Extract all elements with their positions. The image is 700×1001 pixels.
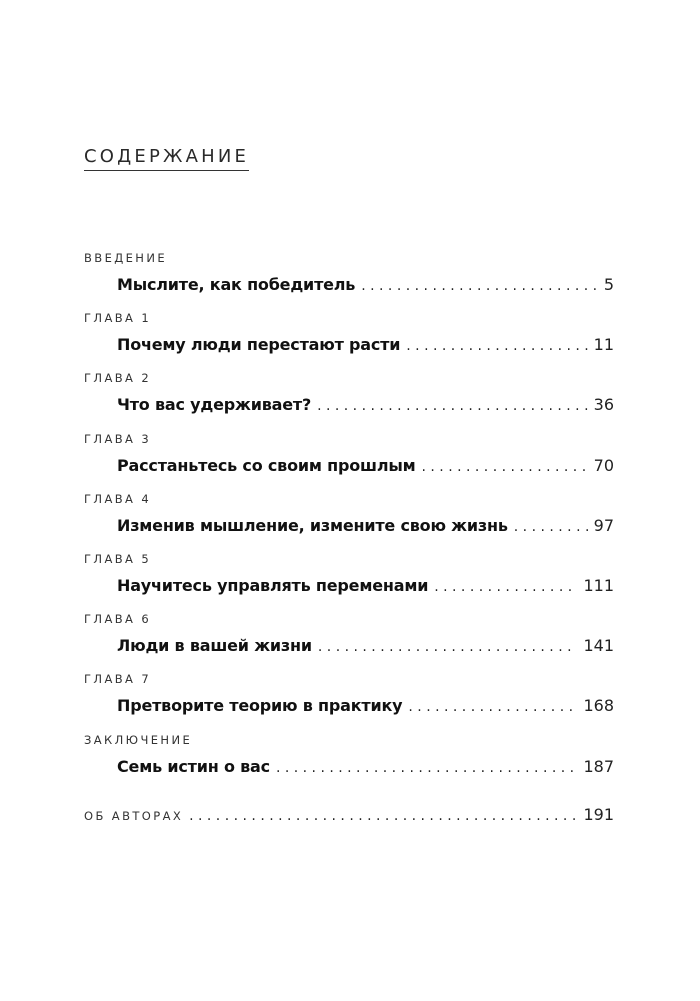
entry-page-number: 97 bbox=[593, 515, 614, 535]
dot-leader bbox=[189, 805, 577, 827]
toc-heading: СОДЕРЖАНИЕ bbox=[84, 146, 249, 171]
entry-line bbox=[117, 394, 614, 417]
toc-entry[interactable] bbox=[84, 250, 614, 297]
toc-entry[interactable] bbox=[84, 370, 614, 417]
toc-entry[interactable] bbox=[84, 431, 614, 478]
dot-leader bbox=[408, 696, 577, 718]
entry-page-number: 111 bbox=[583, 576, 614, 595]
entry-line bbox=[117, 334, 614, 357]
entry-label: ГЛАВА 1 bbox=[84, 311, 152, 326]
entry-label: ГЛАВА 5 bbox=[84, 552, 152, 566]
entry-title: Мыслите, как победитель bbox=[117, 275, 356, 294]
toc-entry[interactable] bbox=[84, 611, 614, 658]
entry-line bbox=[117, 635, 614, 658]
entry-page-number: 141 bbox=[583, 636, 614, 656]
entry-line bbox=[117, 756, 614, 779]
entry-label: ОБ АВТОРАХ bbox=[84, 809, 184, 823]
entry-title: Что вас удерживает? bbox=[117, 395, 312, 415]
dot-leader bbox=[514, 516, 588, 538]
dot-leader bbox=[434, 576, 577, 598]
entry-label: ГЛАВА 3 bbox=[84, 431, 152, 446]
entry-page-number: 11 bbox=[593, 335, 614, 355]
entry-title: Претворите теорию в практику bbox=[117, 696, 403, 716]
entry-title: Изменив мышление, измените свою жизнь bbox=[117, 515, 508, 535]
entry-line bbox=[117, 274, 614, 297]
entry-label: ГЛАВА 7 bbox=[84, 672, 152, 687]
entry-page-number: 36 bbox=[593, 395, 614, 415]
entry-label: ЗАКЛЮЧЕНИЕ bbox=[84, 732, 193, 747]
dot-leader bbox=[276, 757, 578, 779]
entry-title: Семь истин о вас bbox=[117, 756, 270, 776]
entry-title: Научитесь управлять переменами bbox=[117, 576, 429, 595]
toc-entry[interactable] bbox=[84, 551, 614, 598]
entry-title: Расстаньтесь со своим прошлым bbox=[117, 455, 416, 475]
entry-title: Почему люди перестают расти bbox=[117, 335, 401, 355]
toc-entry[interactable] bbox=[84, 310, 614, 357]
dot-leader bbox=[422, 456, 588, 478]
entry-line bbox=[117, 515, 614, 538]
dot-leader bbox=[317, 395, 588, 417]
dot-leader bbox=[318, 636, 578, 658]
entry-page-number: 187 bbox=[583, 756, 614, 776]
entry-page-number: 70 bbox=[593, 455, 614, 475]
entry-label: ГЛАВА 6 bbox=[84, 612, 152, 627]
toc-entry-about-authors[interactable] bbox=[84, 804, 614, 827]
entry-label: ВВЕДЕНИЕ bbox=[84, 251, 168, 265]
entry-page-number: 5 bbox=[603, 275, 614, 294]
entry-line bbox=[117, 695, 614, 718]
entry-page-number: 191 bbox=[583, 805, 614, 824]
dot-leader bbox=[361, 275, 598, 297]
entry-line bbox=[117, 455, 614, 478]
entry-label: ГЛАВА 2 bbox=[84, 371, 152, 386]
toc-entry[interactable] bbox=[84, 491, 614, 538]
toc-entry[interactable] bbox=[84, 732, 614, 779]
toc-entry[interactable] bbox=[84, 671, 614, 718]
entry-page-number: 168 bbox=[583, 696, 614, 716]
entry-label: ГЛАВА 4 bbox=[84, 491, 152, 506]
entry-line bbox=[117, 575, 614, 598]
dot-leader bbox=[406, 335, 587, 357]
entry-title: Люди в вашей жизни bbox=[117, 636, 312, 656]
